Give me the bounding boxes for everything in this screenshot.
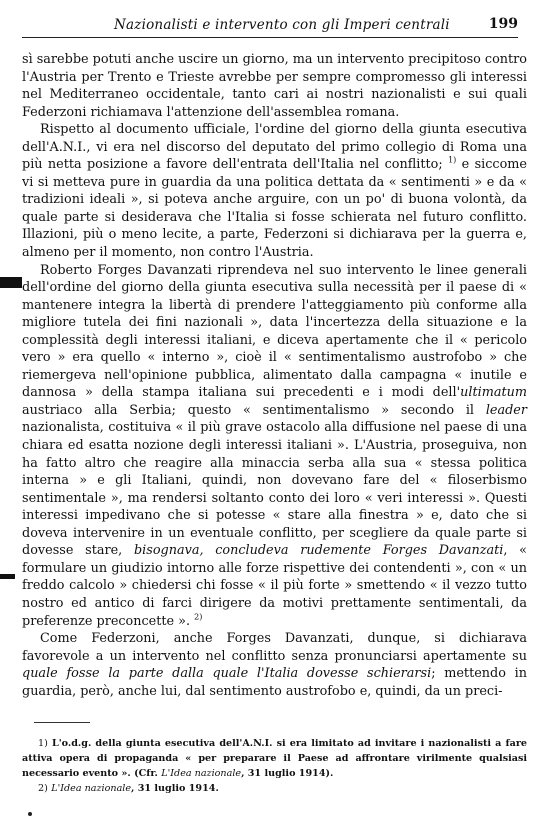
page-header <box>22 15 518 37</box>
footnote-rule <box>34 722 90 723</box>
footnote-ref: 1) <box>448 156 457 166</box>
stray-mark <box>28 812 32 816</box>
paragraph: sì sarebbe potuti anche uscire un giorno, ma un intervento precipitoso contro l'Austria per Trento e Trieste avrebbe per sempre compromesso gli interessi nel Mediterraneo occidentale, tanto cari ai nostri nazionalisti e sui quali Federzoni richiamava l'attenzione dell'assemblea romana. <box>22 52 527 120</box>
paragraph: Rispetto al documento ufficiale, l'ordine del giorno della giunta esecutiva dell'A.N.I., vi era nel discorso del deputato del primo collegio di Roma una più netta posizione a favore dell'entrata dell'Italia nel conflitto; $^{1)}$ e siccome vi si metteva pure in guardia da una politica dettata da « sentimenti » e da « tradizioni ideali », si poteva anche arguire, con un po' di buona volontà, da quale parte si desiderava che l'Italia si fosse schierata nel futuro conflitto. Illazioni, più o meno lecite, a parte, Federzoni si dichiarava per la guerra e, almeno per il momento, non contro l'Austria. <box>22 122 527 261</box>
footnote: 1) L'o.d.g. della giunta esecutiva dell'A.N.I. si era limitato ad invitare i nazionalisti a fare attiva opera di propaganda « per preparare il Paese ad affrontare virilmente qualsiasi necessario evento ». (Cfr. L'Idea nazionale, 31 luglio 1914). <box>22 738 527 779</box>
margin-mark <box>0 277 22 288</box>
paragraph: Roberto Forges Davanzati riprendeva nel suo intervento le linee generali dell'ordine del giorno della giunta esecutiva sulla necessità per il paese di « mantenere integra la libertà di prendere l'atteggiamento più conforme alla migliore tutela dei fini nazionali », data l'incertezza della situazione e la complessità degli interessi italiani, e diceva apertamente che il « pericolo vero » era quello « interno », cioè il « sentimentalismo austrofobo » che riemergeva nell'opinione pubblica, alimentato dalla campagna « inutile e dannosa » della stampa italiana sui precedenti e i modi dell'ultimatum austriaco alla Serbia; questo « sentimentalismo » secondo il leader nazionalista, costituiva « il più grave ostacolo alla diffusione nel paese di una chiara ed esatta nozione degli interessi italiani ». L'Austria, proseguiva, non ha fatto altro che reagire alla minaccia serba alla sua « stessa politica interna » e gli Italiani, quindi, non dovevano fare del « filoserbismo sentimentale », ma rendersi soltanto conto dei loro « veri interessi ». Questi interessi impedivano che si potesse « stare alla finestra » e, dato che si doveva intervenire in un eventuale conflitto, per scegliere da quale parte si dovesse stare, bisognava, concludeva rudemente Forges Davanzati, « formulare un giudizio intorno alle forze rispettive dei contendenti », con « un freddo calcolo » chiedersi chi fosse « il più forte » smettendo « il vezzo tutto nostro ed antico di farci dirigere da motivi prettamente sentimentali, da preferenze preconcette ». $^{2)}$ <box>22 262 528 629</box>
footnote-ref: 2) <box>194 612 203 622</box>
body-text <box>22 51 527 700</box>
page-number: 199 <box>488 16 518 32</box>
footnote: 2) L'Idea nazionale, 31 luglio 1914. <box>38 783 219 794</box>
margin-mark <box>0 574 15 579</box>
running-title: Nazionalisti e intervento con gli Imperi centrali <box>114 17 450 33</box>
footnotes <box>22 736 527 796</box>
header-rule <box>22 37 518 38</box>
paragraph: Come Federzoni, anche Forges Davanzati, dunque, si dichiarava favorevole a un intervento nel conflitto senza pronunciarsi apertamente su quale fosse la parte dalla quale l'Italia dovesse schierarsi; mettendo in guardia, però, anche lui, dal sentimento austrofobo e, quindi, da un preci- <box>22 631 527 699</box>
